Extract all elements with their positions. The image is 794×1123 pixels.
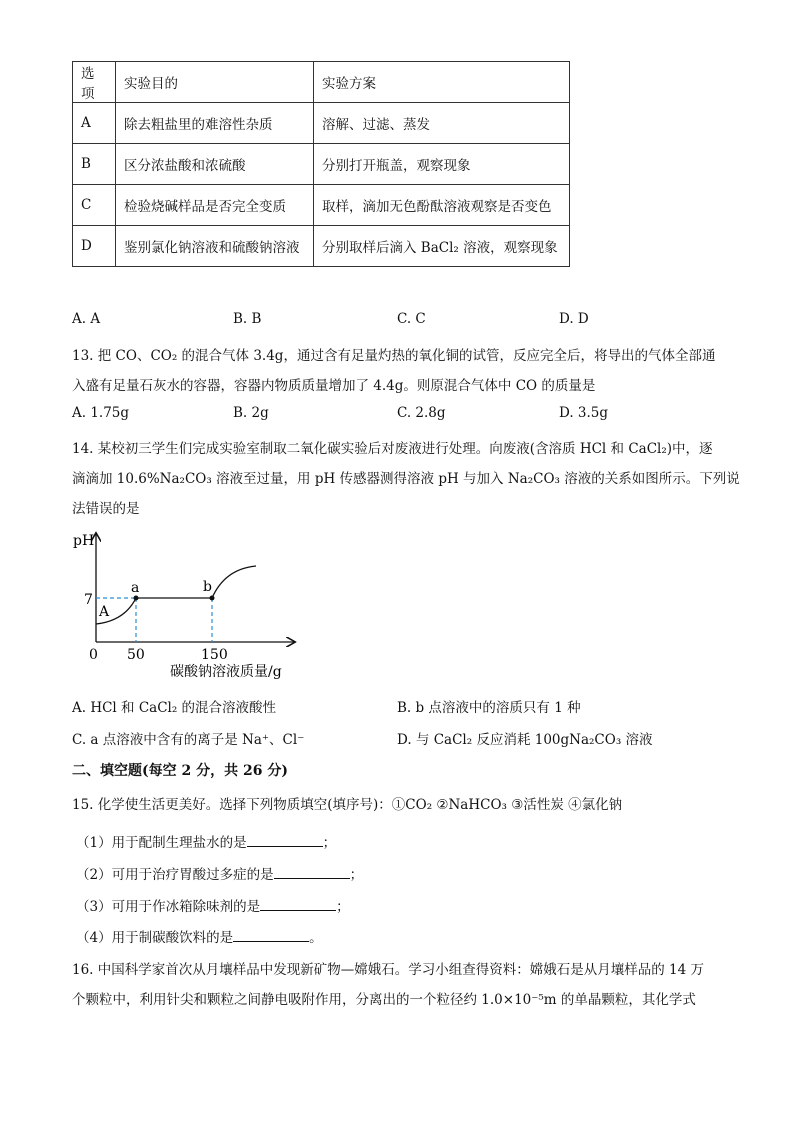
q15-item-1 <box>76 831 336 851</box>
curve-rise-after-b <box>212 566 256 598</box>
answer-blank[interactable] <box>247 834 323 847</box>
q15-item-text: （1）用于配制生理盐水的是 <box>76 835 247 851</box>
q15-item-text: （4）用于制碳酸饮料的是 <box>76 930 234 946</box>
q15-item-2 <box>76 863 363 883</box>
q15-item-end: ； <box>349 867 364 883</box>
q13-option-c: C. 2.8g <box>397 405 446 421</box>
q14-stem-line2: 滴滴加 10.6%Na₂CO₃ 溶液至过量，用 pH 传感器测得溶液 pH 与加入 Na₂CO₃ 溶液的关系如图所示。下列说 <box>72 471 740 487</box>
table-cell: 溶解、过滤、蒸发 <box>314 103 570 144</box>
q15-item-text: （3）可用于作冰箱除味剂的是 <box>76 899 261 915</box>
y-axis-label: pH <box>73 533 95 549</box>
q14-option-b: B. b 点溶液中的溶质只有 1 种 <box>397 700 581 716</box>
q13-option-b: B. 2g <box>233 405 269 421</box>
x-tick-label-0: 0 <box>89 647 98 663</box>
q15-item-end: 。 <box>309 930 323 946</box>
table-row <box>73 226 570 267</box>
y-tick-label-7: 7 <box>84 592 93 608</box>
table-cell: C <box>73 185 116 226</box>
label-b: b <box>203 579 212 595</box>
table-header-cell: 选项 <box>73 62 116 103</box>
table-cell: 鉴别氯化钠溶液和硫酸钠溶液 <box>116 226 314 267</box>
q13-stem-line2: 入盛有足量石灰水的容器，容器内物质质量增加了 4.4g。则原混合气体中 CO 的质量是 <box>72 378 596 394</box>
q15-item-end: ； <box>322 835 337 851</box>
q14-option-d: D. 与 CaCl₂ 反应消耗 100gNa₂CO₃ 溶液 <box>397 732 653 748</box>
q15-item-4 <box>76 926 323 946</box>
table-cell: 除去粗盐里的难溶性杂质 <box>116 103 314 144</box>
experiment-table <box>72 61 570 267</box>
q15-item-end: ； <box>336 899 350 915</box>
label-A: A <box>99 604 110 620</box>
ph-chart <box>70 528 310 688</box>
q12-option-a: A. A <box>72 311 101 327</box>
section-title: 二、填空题(每空 2 分，共 26 分) <box>72 763 288 779</box>
q16-stem-line2: 个颗粒中，利用针尖和颗粒之间静电吸附作用，分离出的一个粒径约 1.0×10⁻⁵m 的单晶颗粒，其化学式 <box>72 992 696 1008</box>
table-cell: D <box>73 226 116 267</box>
q15-stem: 15. 化学使生活更美好。选择下列物质填空(填序号)：①CO₂ ②NaHCO₃ ③活性炭 ④氯化钠 <box>72 797 623 813</box>
q15-item-3 <box>76 895 350 915</box>
q15-item-text: （2）可用于治疗胃酸过多症的是 <box>76 867 274 883</box>
x-tick-label-150: 150 <box>201 647 228 663</box>
table-cell: 分别打开瓶盖，观察现象 <box>314 144 570 185</box>
q13-option-d: D. 3.5g <box>559 405 609 421</box>
answer-blank[interactable] <box>233 929 309 942</box>
q14-stem-line1: 14. 某校初三学生们完成实验室制取二氧化碳实验后对废液进行处理。向废液(含溶质 HCl 和 CaCl₂)中，逐 <box>72 441 713 457</box>
q13-option-a: A. 1.75g <box>72 405 130 421</box>
table-row <box>73 185 570 226</box>
point-a <box>134 596 139 601</box>
answer-blank[interactable] <box>274 866 350 879</box>
table-cell: 分别取样后滴入 BaCl₂ 溶液，观察现象 <box>314 226 570 267</box>
table-cell: 区分浓盐酸和浓硫酸 <box>116 144 314 185</box>
answer-blank[interactable] <box>260 898 336 911</box>
q12-option-b: B. B <box>233 311 262 327</box>
table-cell: A <box>73 103 116 144</box>
x-axis-label: 碳酸钠溶液质量/g <box>170 664 282 680</box>
table-cell: 取样，滴加无色酚酞溶液观察是否变色 <box>314 185 570 226</box>
table-header-cell: 实验方案 <box>314 62 570 103</box>
q16-stem-line1: 16. 中国科学家首次从月壤样品中发现新矿物—嫦娥石。学习小组查得资料：嫦娥石是从月壤样品的 14 万 <box>72 962 705 978</box>
q14-option-a: A. HCl 和 CaCl₂ 的混合溶液酸性 <box>72 700 277 716</box>
table-row <box>73 144 570 185</box>
point-b <box>210 596 215 601</box>
table-cell: 检验烧碱样品是否完全变质 <box>116 185 314 226</box>
q14-stem-line3: 法错误的是 <box>72 501 140 517</box>
q12-option-d: D. D <box>559 311 589 327</box>
table-row <box>73 103 570 144</box>
q12-option-c: C. C <box>397 311 426 327</box>
label-a: a <box>131 580 140 596</box>
table-header-cell: 实验目的 <box>116 62 314 103</box>
table-header-row <box>73 62 570 103</box>
x-tick-label-50: 50 <box>127 647 145 663</box>
table-cell: B <box>73 144 116 185</box>
q14-option-c: C. a 点溶液中含有的离子是 Na⁺、Cl⁻ <box>72 732 305 748</box>
q13-stem-line1: 13. 把 CO、CO₂ 的混合气体 3.4g，通过含有足量灼热的氧化铜的试管，反应完全后，将导出的气体全部通 <box>72 348 716 364</box>
